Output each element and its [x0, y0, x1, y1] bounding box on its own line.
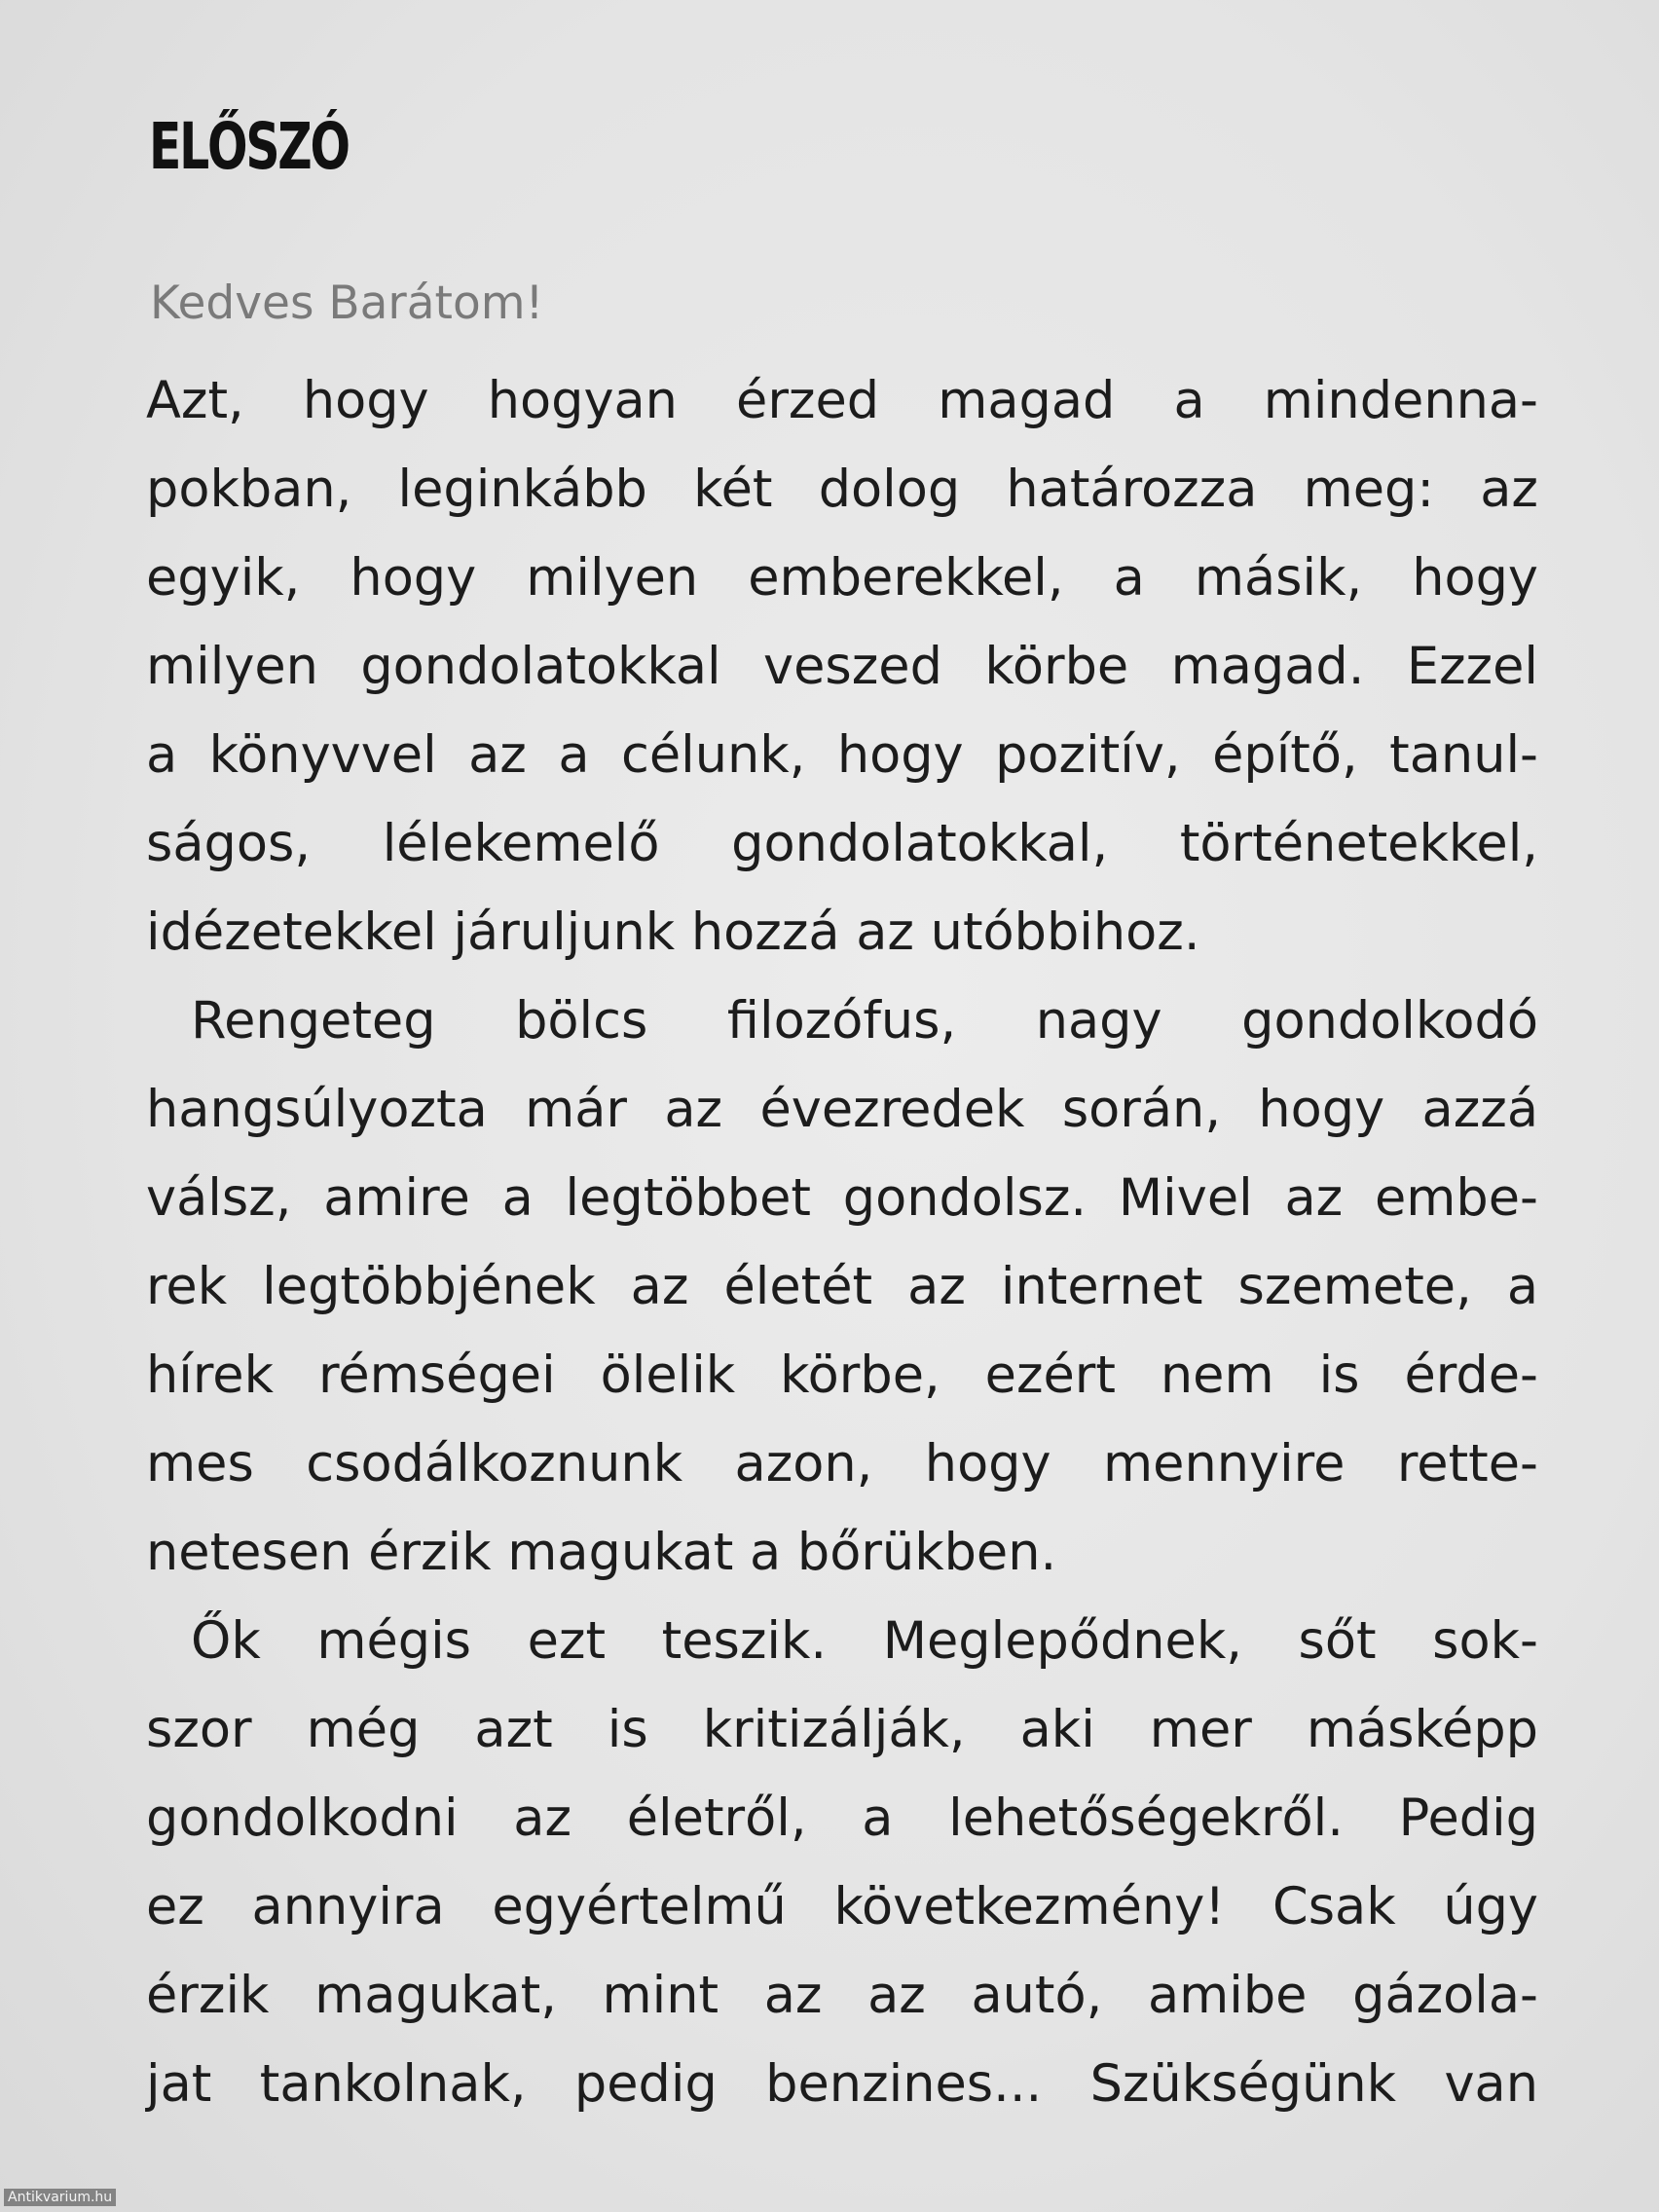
body-text	[146, 356, 1538, 2128]
text-line: idézetekkel járuljunk hozzá az utóbbihoz.	[146, 903, 1200, 962]
text-line: hangsúlyozta már az évezredek során, hogy azzá	[146, 1080, 1538, 1139]
paragraph-2	[146, 977, 1538, 1597]
text-line: a könyvvel az a célunk, hogy pozitív, építő, tanul-	[146, 725, 1538, 785]
text-line: pokban, leginkább két dolog határozza meg: az	[146, 460, 1538, 519]
text-line: milyen gondolatokkal veszed körbe magad. Ezzel	[146, 637, 1538, 696]
text-line: ságos, lélekemelő gondolatokkal, történetekkel,	[146, 814, 1538, 873]
text-line: Rengeteg bölcs filozófus, nagy gondolkodó	[191, 991, 1538, 1051]
paragraph-1	[146, 356, 1538, 977]
text-line: gondolkodni az életről, a lehetőségekről. Pedig	[146, 1788, 1538, 1848]
text-line: érzik magukat, mint az az autó, amibe gázola-	[146, 1966, 1538, 2025]
text-line: mes csodálkoznunk azon, hogy mennyire rette-	[146, 1434, 1538, 1493]
salutation: Kedves Barátom!	[150, 276, 544, 330]
text-line: rek legtöbbjének az életét az internet szemete, a	[146, 1257, 1538, 1316]
text-line: jat tankolnak, pedig benzines... Szükségünk van	[146, 2054, 1538, 2114]
text-line: szor még azt is kritizálják, aki mer másképp	[146, 1700, 1538, 1759]
chapter-heading: ELŐSZÓ	[149, 109, 349, 184]
book-page	[146, 0, 1538, 2212]
text-line: netesen érzik magukat a bőrükben.	[146, 1523, 1057, 1582]
text-line: válsz, amire a legtöbbet gondolsz. Mivel az embe-	[146, 1168, 1538, 1228]
watermark: Antikvarium.hu	[4, 2189, 116, 2206]
text-line: Ők mégis ezt teszik. Meglepődnek, sőt sok-	[191, 1611, 1538, 1671]
text-line: egyik, hogy milyen emberekkel, a másik, hogy	[146, 548, 1538, 608]
paragraph-3	[146, 1597, 1538, 2128]
text-line: Azt, hogy hogyan érzed magad a mindenna-	[146, 371, 1538, 430]
text-line: ez annyira egyértelmű következmény! Csak úgy	[146, 1877, 1538, 1936]
text-line: hírek rémségei ölelik körbe, ezért nem is érde-	[146, 1346, 1538, 1405]
